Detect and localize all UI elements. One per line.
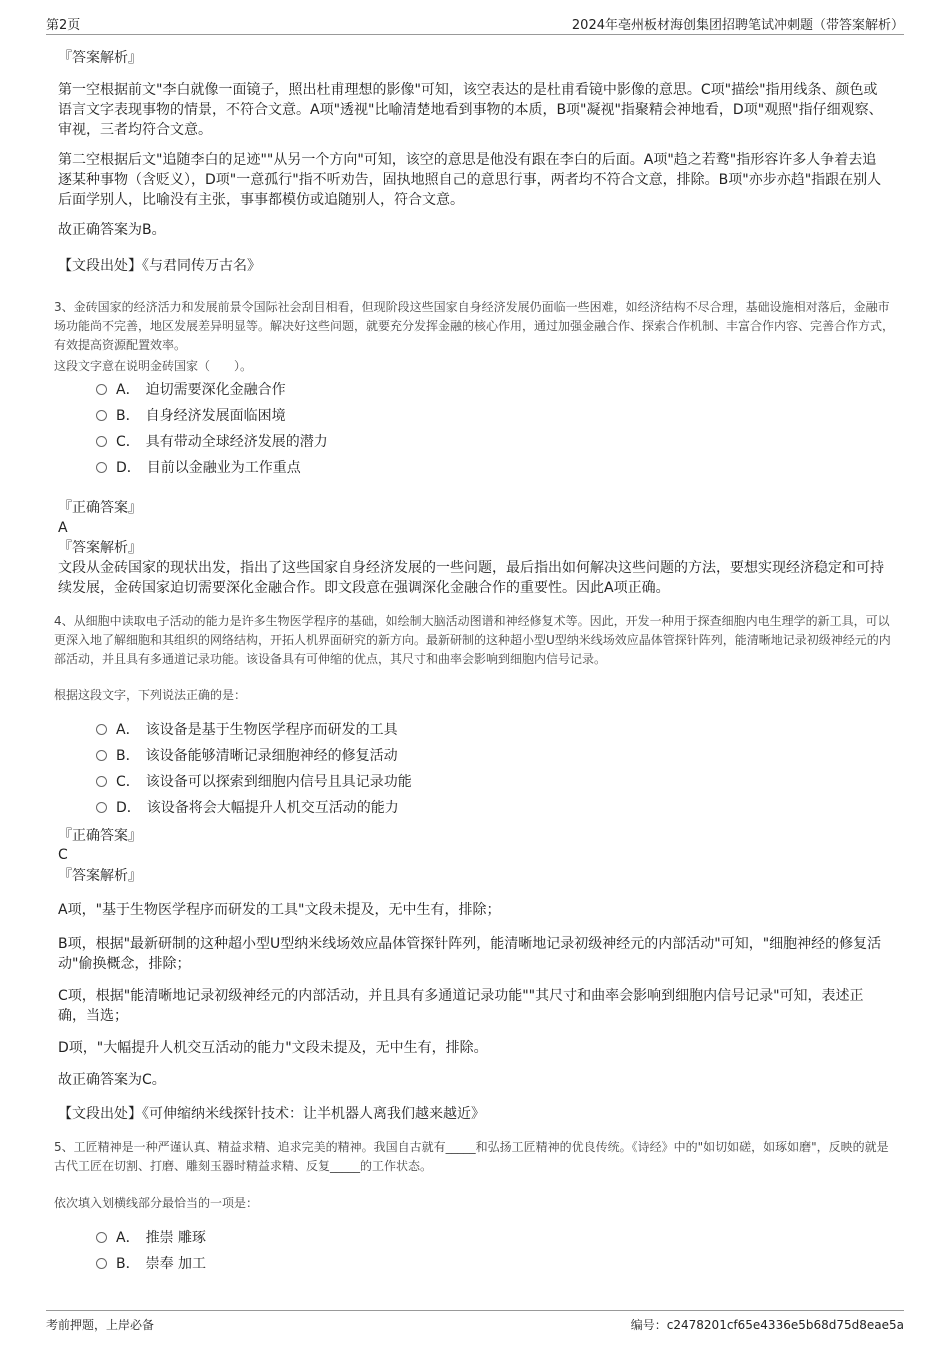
q4-option-b[interactable]: B． 该设备能够清晰记录细胞神经的修复活动 [96, 746, 398, 766]
radio-icon[interactable] [96, 1232, 107, 1243]
q4-option-c[interactable]: C． 该设备可以探索到细胞内信号且具记录功能 [96, 772, 412, 792]
radio-icon[interactable] [96, 410, 107, 421]
q4-conclusion: 故正确答案为C。 [58, 1072, 166, 1088]
q4-analysis-label: 『答案解析』 [58, 868, 142, 884]
q2-analysis-p1: 第一空根据前文"李白就像一面镜子，照出杜甫理想的影像"可知，该空表达的是杜甫看镜中影像的意思。C项"描绘"指用线条、颜色或语言文字表现事物的情景，不符合文意。A项"透视"比喻清楚地看到事物的本质，B项"凝视"指聚精会神地看，D项"观照"指仔细观察、审视，三者均符合文意。 [58, 82, 883, 138]
q4-analysis-d: D项，"大幅提升人机交互活动的能力"文段未提及，无中生有，排除。 [58, 1040, 488, 1056]
q5-option-b[interactable]: B． 崇奉 加工 [96, 1254, 206, 1274]
q5-option-a[interactable]: A． 推崇 雕琢 [96, 1228, 206, 1248]
page-number: 第2页 [46, 18, 81, 33]
q4-ask: 根据这段文字，下列说法正确的是： [54, 688, 247, 702]
radio-icon[interactable] [96, 384, 107, 395]
q2-analysis-label: 『答案解析』 [58, 50, 142, 66]
q4-stem: 4、从细胞中读取电子活动的能力是许多生物医学程序的基础，如绘制大脑活动图谱和神经修复术等。因此，开发一种用于探查细胞内电生理学的新工具，可以更深入地了解细胞和其组织的网络结构，开拓人机界面研究的新方向。最新研制的这种超小型U型纳米线场效应晶体管探针阵列，能清晰地记录初级神经元的内部活动，并且具有多通道记录功能。该设备具有可伸缩的优点，其尺寸和曲率会影响到细胞内信号记录。 [54, 614, 891, 666]
radio-icon[interactable] [96, 724, 107, 735]
q3-stem: 3、金砖国家的经济活力和发展前景令国际社会刮目相看，但现阶段这些国家自身经济发展仍面临一些困难，如经济结构不尽合理，基础设施相对落后，金融市场功能尚不完善，地区发展差异明显等。解决好这些问题，就要充分发挥金融的核心作用，通过加强金融合作、探索合作机制、丰富合作内容、完善合作方式，有效提高资源配置效率。 [54, 300, 895, 352]
q2-analysis-p2: 第二空根据后文"追随李白的足迹""从另一个方向"可知，该空的意思是他没有跟在李白的后面。A项"趋之若鹜"指形容许多人争着去追逐某种事物（含贬义），D项"一意孤行"指不听劝告，固执地照自己的意思行事，两者均不符合文意，排除。B项"亦步亦趋"指跟在别人后面学别人，比喻没有主张，事事都模仿或追随别人，符合文意。 [58, 152, 882, 208]
q3-answer: A [58, 520, 68, 536]
radio-icon[interactable] [96, 436, 107, 447]
q4-option-d[interactable]: D． 该设备将会大幅提升人机交互活动的能力 [96, 798, 399, 818]
q3-analysis: 文段从金砖国家的现状出发，指出了这些国家自身经济发展的一些问题，最后指出如何解决这些问题的方法，要想实现经济稳定和可持续发展，金砖国家迫切需要深化金融合作。即文段意在强调深化金融合作的重要性。因此A项正确。 [58, 560, 884, 596]
q4-analysis-c: C项，根据"能清晰地记录初级神经元的内部活动，并且具有多通道记录功能""其尺寸和曲率会影响到细胞内信号记录"可知，表述正确，当选； [58, 988, 864, 1024]
page-header [46, 14, 904, 35]
q3-option-a[interactable]: A． 迫切需要深化金融合作 [96, 380, 286, 400]
q4-source: 【文段出处】《可伸缩纳米线探针技术：让半机器人离我们越来越近》 [58, 1106, 485, 1122]
q2-conclusion: 故正确答案为B。 [58, 222, 166, 238]
q4-answer: C [58, 847, 68, 863]
q2-source: 【文段出处】《与君同传万古名》 [58, 258, 261, 274]
q3-option-b[interactable]: B． 自身经济发展面临困境 [96, 406, 286, 426]
page-footer [46, 1310, 904, 1332]
q5-stem: 5、工匠精神是一种严谨认真、精益求精、追求完美的精神。我国自古就有_____和弘扬工匠精神的优良传统。《诗经》中的"如切如磋，如琢如磨"，反映的就是古代工匠在切割、打磨、雕刻玉器时精益求精、反复_____的工作状态。 [54, 1140, 889, 1173]
radio-icon[interactable] [96, 776, 107, 787]
radio-icon[interactable] [96, 462, 107, 473]
q3-option-c[interactable]: C． 具有带动全球经济发展的潜力 [96, 432, 328, 452]
q3-ask: 这段文字意在说明金砖国家（ ）。 [54, 359, 253, 373]
footer-serial: 编号：c2478201cf65e4336e5b68d75d8eae5a [630, 1318, 904, 1332]
q3-option-d[interactable]: D． 目前以金融业为工作重点 [96, 458, 301, 478]
footer-slogan: 考前押题，上岸必备 [46, 1318, 155, 1332]
q5-ask: 依次填入划横线部分最恰当的一项是： [54, 1196, 259, 1210]
q4-option-a[interactable]: A． 该设备是基于生物医学程序而研发的工具 [96, 720, 398, 740]
radio-icon[interactable] [96, 1258, 107, 1269]
q4-analysis-a: A项，"基于生物医学程序而研发的工具"文段未提及，无中生有，排除； [58, 902, 501, 918]
radio-icon[interactable] [96, 802, 107, 813]
radio-icon[interactable] [96, 750, 107, 761]
q4-answer-label: 『正确答案』 [58, 828, 142, 844]
document-title: 2024年亳州板材海创集团招聘笔试冲刺题（带答案解析） [571, 18, 904, 33]
q3-answer-label: 『正确答案』 [58, 500, 142, 516]
q4-analysis-b: B项，根据"最新研制的这种超小型U型纳米线场效应晶体管探针阵列，能清晰地记录初级神经元的内部活动"可知，"细胞神经的修复活动"偷换概念，排除； [58, 936, 882, 972]
q3-analysis-label: 『答案解析』 [58, 540, 142, 556]
